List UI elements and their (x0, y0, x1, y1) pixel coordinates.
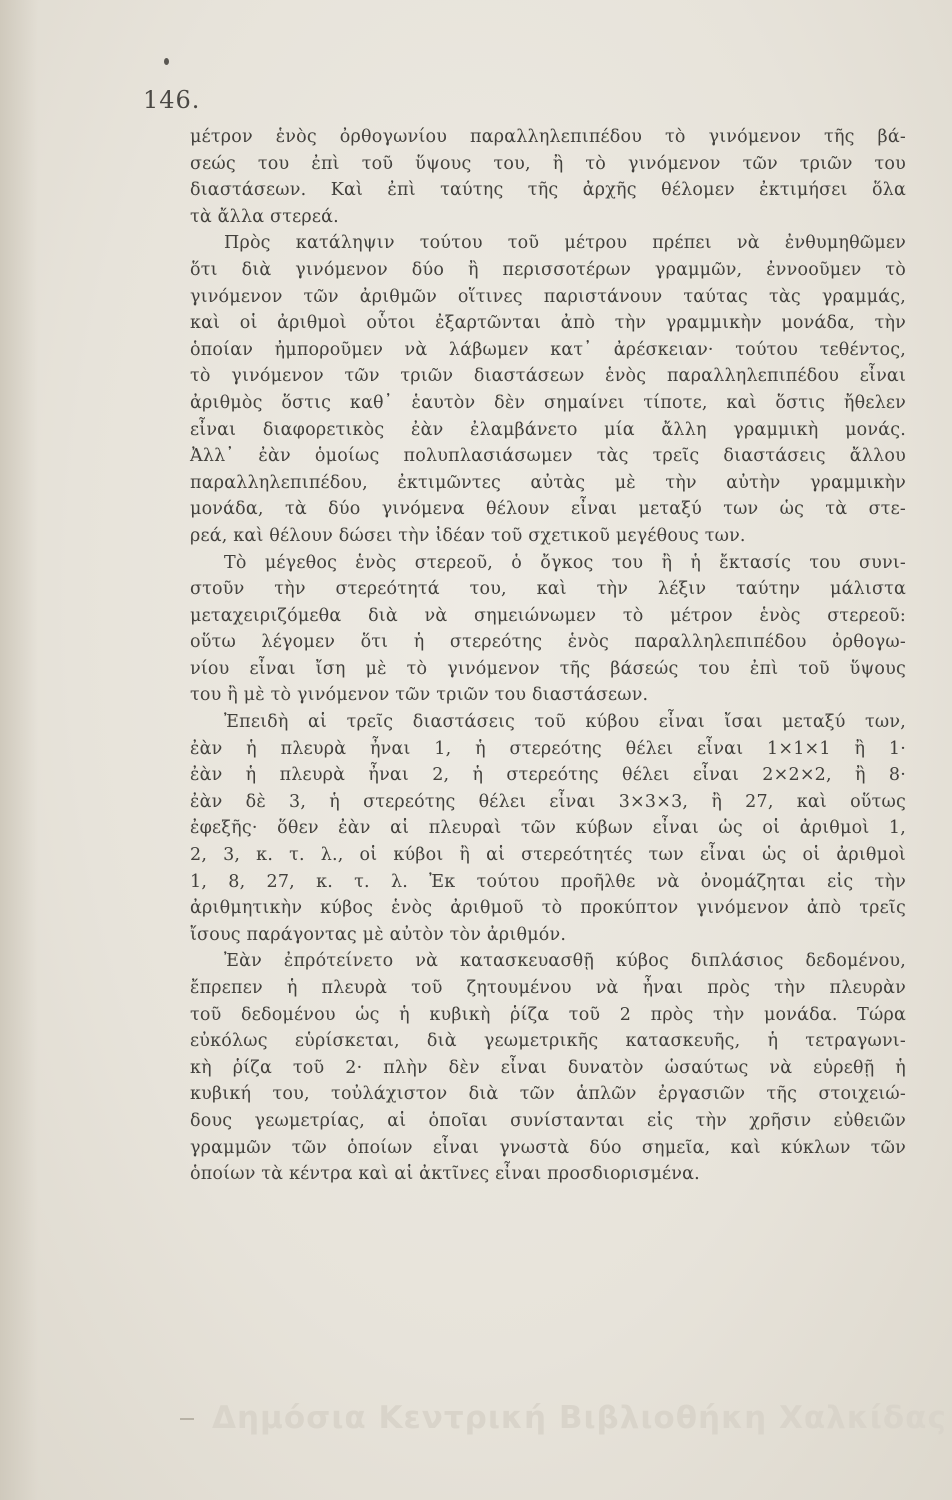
text-line: σεώς του ἐπὶ τοῦ ὕψους του, ἢ τὸ γινόμενον τῶν τριῶν του (190, 153, 906, 174)
text-line: οὕτω λέγομεν ὅτι ἡ στερεότης ἑνὸς παραλληλεπιπέδου ὀρθογω- (190, 632, 906, 653)
text-line: ἀριθμητικὴν κύβος ἑνὸς ἀριθμοῦ τὸ προκύπτον γινόμενον ἀπὸ τρεῖς (190, 898, 906, 919)
body-text (190, 124, 906, 1188)
text-line: Ἀλλ᾿ ἐὰν ὁμοίως πολυπλασιάσωμεν τὰς τρεῖς διαστάσεις ἄλλου (190, 446, 906, 467)
text-line: μεταχειριζόμεθα διὰ νὰ σημειώνωμεν τὸ μέτρον ἑνὸς στερεοῦ: (190, 605, 906, 626)
text-line: Ἐὰν ἐπρότείνετο νὰ κατασκευασθῇ κύβος διπλάσιος δεδομένου, (224, 951, 906, 972)
text-line: στοῦν τὴν στερεότητά του, καὶ τὴν λέξιν ταύτην μάλιστα (190, 579, 906, 600)
text-line: κὴ ῥίζα τοῦ 2· πλὴν δὲν εἶναι δυνατὸν ὡσαύτως νὰ εὑρεθῇ ἡ (190, 1057, 906, 1078)
text-line: τὸ γινόμενον τῶν τριῶν διαστάσεων ἑνὸς παραλληλεπιπέδου εἶναι (190, 366, 906, 387)
library-watermark: Δημόσια Κεντρική Βιβλιοθήκη Χαλκίδας (212, 1400, 947, 1436)
text-line: ὅτι διὰ γινόμενον δύο ἢ περισσοτέρων γραμμῶν, ἐννοοῦμεν τὸ (190, 259, 906, 280)
text-line: τοῦ δεδομένου ὡς ἡ κυβικὴ ῥίζα τοῦ 2 πρὸς τὴν μονάδα. Τώρα (190, 1004, 906, 1025)
text-line: μέτρον ἑνὸς ὀρθογωνίου παραλληλεπιπέδου τὸ γινόμενον τῆς βά- (190, 127, 906, 147)
text-line: ἐὰν ἡ πλευρὰ ἦναι 2, ἡ στερεότης θέλει εἶναι 2×2×2, ἢ 8· (190, 765, 906, 786)
page-number: 146. (143, 86, 201, 114)
text-line: Πρὸς κατάληψιν τούτου τοῦ μέτρου πρέπει νὰ ἐνθυμηθῶμεν (224, 233, 906, 254)
ink-speck (164, 58, 169, 65)
text-line: γραμμῶν τῶν ὁποίων εἶναι γνωστὰ δύο σημεῖα, καὶ κύκλων τῶν (190, 1137, 906, 1158)
text-line: κυβική του, τοὐλάχιστον διὰ τῶν ἁπλῶν ἐργασιῶν τῆς στοιχειώ- (190, 1084, 906, 1105)
text-line: ἀριθμὸς ὅστις καθ᾿ ἑαυτὸν δὲν σημαίνει τίποτε, καὶ ὅστις ἤθελεν (190, 392, 906, 413)
text-line: ἐὰν ἡ πλευρὰ ἦναι 1, ἡ στερεότης θέλει εἶναι 1×1×1 ἢ 1· (190, 738, 906, 759)
text-line: ἐὰν δὲ 3, ἡ στερεότης θέλει εἶναι 3×3×3, ἢ 27, καὶ οὕτως (190, 791, 906, 812)
text-line: ὁποίων τὰ κέντρα καὶ αἱ ἀκτῖνες εἶναι προσδιορισμένα. (190, 1164, 700, 1185)
text-line: εἶναι διαφορετικὸς ἐὰν ἐλαμβάνετο μία ἄλλη γραμμικὴ μονάς. (190, 419, 906, 440)
text-line: παραλληλεπιπέδου, ἐκτιμῶντες αὐτὰς μὲ τὴν αὐτὴν γραμμικὴν (190, 472, 906, 493)
text-line: εὐκόλως εὑρίσκεται, διὰ γεωμετρικῆς κατασκευῆς, ἡ τετραγωνι- (190, 1031, 906, 1052)
text-line: καὶ οἱ ἀριθμοὶ οὗτοι ἐξαρτῶνται ἀπὸ τὴν γραμμικὴν μονάδα, τὴν (190, 313, 906, 334)
text-line: μονάδα, τὰ δύο γινόμενα θέλουν εἶναι μεταξύ των ὡς τὰ στε- (190, 499, 906, 520)
text-line: 1, 8, 27, κ. τ. λ. Ἐκ τούτου προῆλθε νὰ ὀνομάζηται εἰς τὴν (190, 871, 906, 892)
text-line: 2, 3, κ. τ. λ., οἱ κύβοι ἢ αἱ στερεότητές των εἶναι ὡς οἱ ἀριθμοὶ (190, 845, 906, 866)
text-line: Τὸ μέγεθος ἑνὸς στερεοῦ, ὁ ὄγκος του ἢ ἡ ἔκτασίς του συνι- (224, 552, 906, 573)
margin-dash (180, 1418, 194, 1420)
page-fold-shadow (0, 0, 38, 1500)
text-line: ὁποίαν ἠμποροῦμεν νὰ λάβωμεν κατ᾿ ἀρέσκειαν· τούτου τεθέντος, (190, 339, 906, 360)
text-line: γινόμενον τῶν ἀριθμῶν οἵτινες παριστάνουν ταύτας τὰς γραμμάς, (190, 286, 906, 307)
text-line: νίου εἶναι ἴση μὲ τὸ γινόμενον τῆς βάσεώς του ἐπὶ τοῦ ὕψους (190, 658, 906, 679)
text-line: τὰ ἄλλα στερεά. (190, 206, 339, 227)
text-line: ἐφεξῆς· ὅθεν ἐὰν αἱ πλευραὶ τῶν κύβων εἶναι ὡς οἱ ἀριθμοὶ 1, (190, 818, 906, 839)
text-line: ἴσους παράγοντας μὲ αὐτὸν τὸν ἀριθμόν. (190, 924, 567, 945)
text-line: ἔπρεπεν ἡ πλευρὰ τοῦ ζητουμένου νὰ ἦναι πρὸς τὴν πλευρὰν (190, 978, 906, 998)
text-line: διαστάσεων. Καὶ ἐπὶ ταύτης τῆς ἀρχῆς θέλομεν ἐκτιμήσει ὅλα (190, 180, 906, 201)
text-line: Ἐπειδὴ αἱ τρεῖς διαστάσεις τοῦ κύβου εἶναι ἴσαι μεταξύ των, (224, 712, 906, 733)
text-line: του ἢ μὲ τὸ γινόμενον τῶν τριῶν του διαστάσεων. (190, 685, 649, 706)
text-line: δους γεωμετρίας, αἱ ὁποῖαι συνίστανται εἰς τὴν χρῆσιν εὐθειῶν (190, 1110, 906, 1131)
text-line: ρεά, καὶ θέλουν δώσει τὴν ἰδέαν τοῦ σχετικοῦ μεγέθους των. (190, 525, 746, 546)
